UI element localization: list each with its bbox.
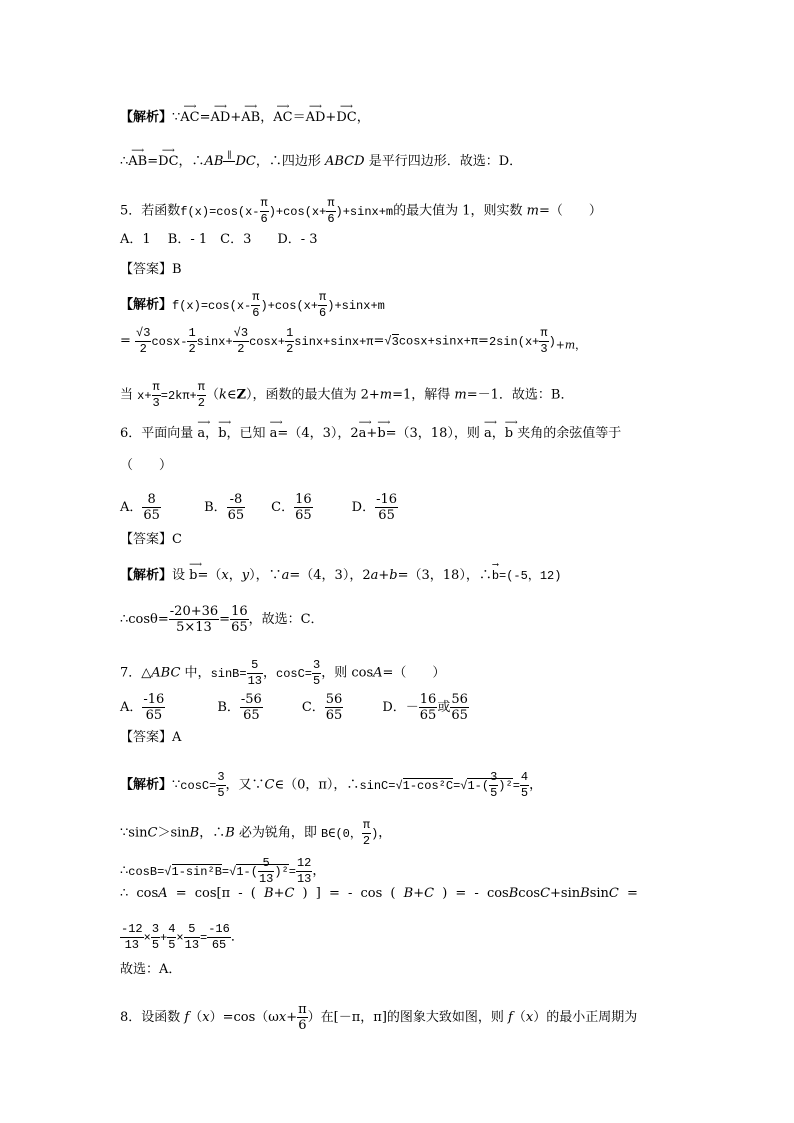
q7-explain-3: ∴cosB=√1-sin²B=√1-( $\frac{5}{13}$ )²= $\frac{12}{13}$ ， — [120, 856, 326, 886]
q8-stem: 8．设函数 f（x）=cos（ωx+ $\frac{\pi}{6}$ ）在[－π，π]的图象大致如图，则 f（x）的最小正周期为 — [120, 1002, 638, 1033]
q7-answer: 【答案】A — [120, 730, 182, 745]
q7-options: A． $\frac{-16}{65}$ B． $\frac{-56}{65}$ C． $\frac{56}{65}$ D．－ $\frac{16}{65}$ 或 $\frac{56}{65}$ — [120, 692, 468, 723]
q5-answer: 【答案】B — [120, 262, 182, 277]
q7-explain-2: ∵sinC＞sinB，∴B 必为锐角，即 B∈(0， $\frac{\pi}{2}$ )， — [120, 818, 392, 848]
q7-explain-5: $\frac{-12}{13}$ × $\frac{3}{5}$ + $\frac{4}{5}$ × $\frac{5}{13}$ = $\frac{-16}{65}$ ． — [121, 922, 244, 952]
q4-explain-line2: ∴⟶ AB=⟶ DC，∴AB ∥ DC，∴四边形 ABCD 是平行四边形．故选：D． — [120, 152, 522, 171]
q6-explain-2: ∴cosθ= $\frac{-20+36}{5\times 13}$ = $\frac{16}{65}$ ，故选：C． — [120, 604, 324, 635]
q7-explain-6: 故选：A． — [120, 962, 182, 977]
q7-explain-4: ∴ cosA = cos[π - ( B+C ) ] = - cos ( B+C ) = - cosBcosC+sinBsinC = — [120, 886, 638, 901]
q7-explain-1: 【解析】∵cosC= $\frac{3}{5}$ ，又∵C∈（0，π），∴sinC=√1-cos²C=√1-( $\frac{3}{5}$ )²= $\frac{4}{5}$ ， — [120, 770, 543, 800]
q6-answer: 【答案】C — [120, 532, 182, 547]
q4-explain-line1: 【解析】∵⟶ AC=⟶ AD+⟶ AB，⟶ AC＝⟶ AD+⟶ DC， — [120, 110, 370, 126]
q6-explain-1: 【解析】设 ⟶ b=（x，y），∵a=（4，3），2a+b=（3，18），∴⟶ b=(-5，12) — [120, 568, 561, 584]
q5-explain-2: = $\frac{√3}{2}$ cosx- $\frac{1}{2}$ sinx+ $\frac{√3}{2}$ cosx+ $\frac{1}{2}$ sinx+sinx+π=√3cosx+sinx+π=2sin(x+ $\frac{\pi}{3}$ )$_{+m,}$ — [120, 326, 586, 356]
q5-explain-1: 【解析】f(x)=cos(x- $\frac{\pi}{6}$ )+cos(x+ $\frac{\pi}{6}$ )+sinx+m — [120, 290, 385, 320]
q5-explain-3: 当 x+ $\frac{\pi}{3}$ =2kπ+ $\frac{\pi}{2}$ （k∈Z），函数的最大值为 2+m=1，解得 m=－1．故选：B． — [120, 380, 574, 410]
q5-options: A．1 B．- 1 C．3 D．- 3 — [120, 232, 318, 247]
q6-stem: 6．平面向量 ⟶ a，⟶ b，已知 ⟶ a=（4，3），2⟶ a+⟶ b=（3，18），则 ⟶ a，⟶ b 夹角的余弦值等于 — [120, 426, 621, 442]
q5-stem: 5．若函数f(x)=cos(x- $\frac{\pi}{6}$ )+cos(x+ $\frac{\pi}{6}$ )+sinx+m的最大值为 1，则实数 m=（ ） — [120, 196, 602, 226]
q6-options: A． $\frac{8}{65}$ B． $\frac{-8}{65}$ C． $\frac{16}{65}$ D． $\frac{-16}{65}$ — [120, 492, 398, 523]
q7-stem: 7．△ABC 中，sinB= $\frac{5}{13}$ ，cosC= $\frac{3}{5}$ ，则 cosA=（ ） — [120, 658, 446, 688]
q6-paren: （ ） — [120, 458, 173, 473]
